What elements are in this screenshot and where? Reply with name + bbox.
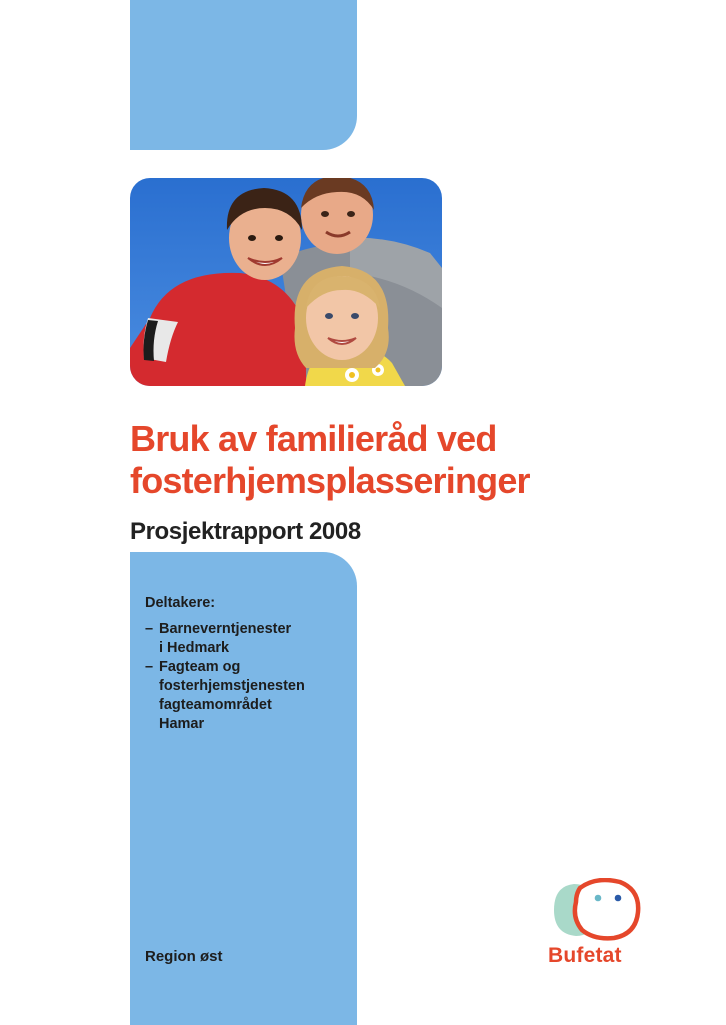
list-bullet: – (145, 659, 154, 675)
document-title (130, 418, 690, 502)
children-photo-illustration (130, 178, 442, 386)
logo-wordmark: Bufetat (548, 944, 622, 967)
participants-block (145, 594, 350, 734)
participant-text: Barneverntjenester i Hedmark (159, 621, 292, 656)
list-bullet: – (145, 621, 154, 637)
bufetat-logo (546, 878, 642, 970)
bufetat-logo-icon (550, 878, 642, 942)
participant-item (145, 620, 350, 658)
participant-text: Fagteam og fosterhjemstjenesten fagteamområdet Hamar (159, 659, 305, 732)
top-blue-band (130, 0, 357, 150)
participant-item (145, 658, 350, 734)
title-line-2: fosterhjemsplasseringer (130, 460, 530, 501)
cover-photo (130, 178, 442, 386)
document-subtitle: Prosjektrapport 2008 (130, 518, 361, 545)
participants-heading: Deltakere: (145, 595, 216, 611)
title-line-1: Bruk av familieråd ved (130, 418, 497, 459)
region-label: Region øst (145, 948, 223, 965)
